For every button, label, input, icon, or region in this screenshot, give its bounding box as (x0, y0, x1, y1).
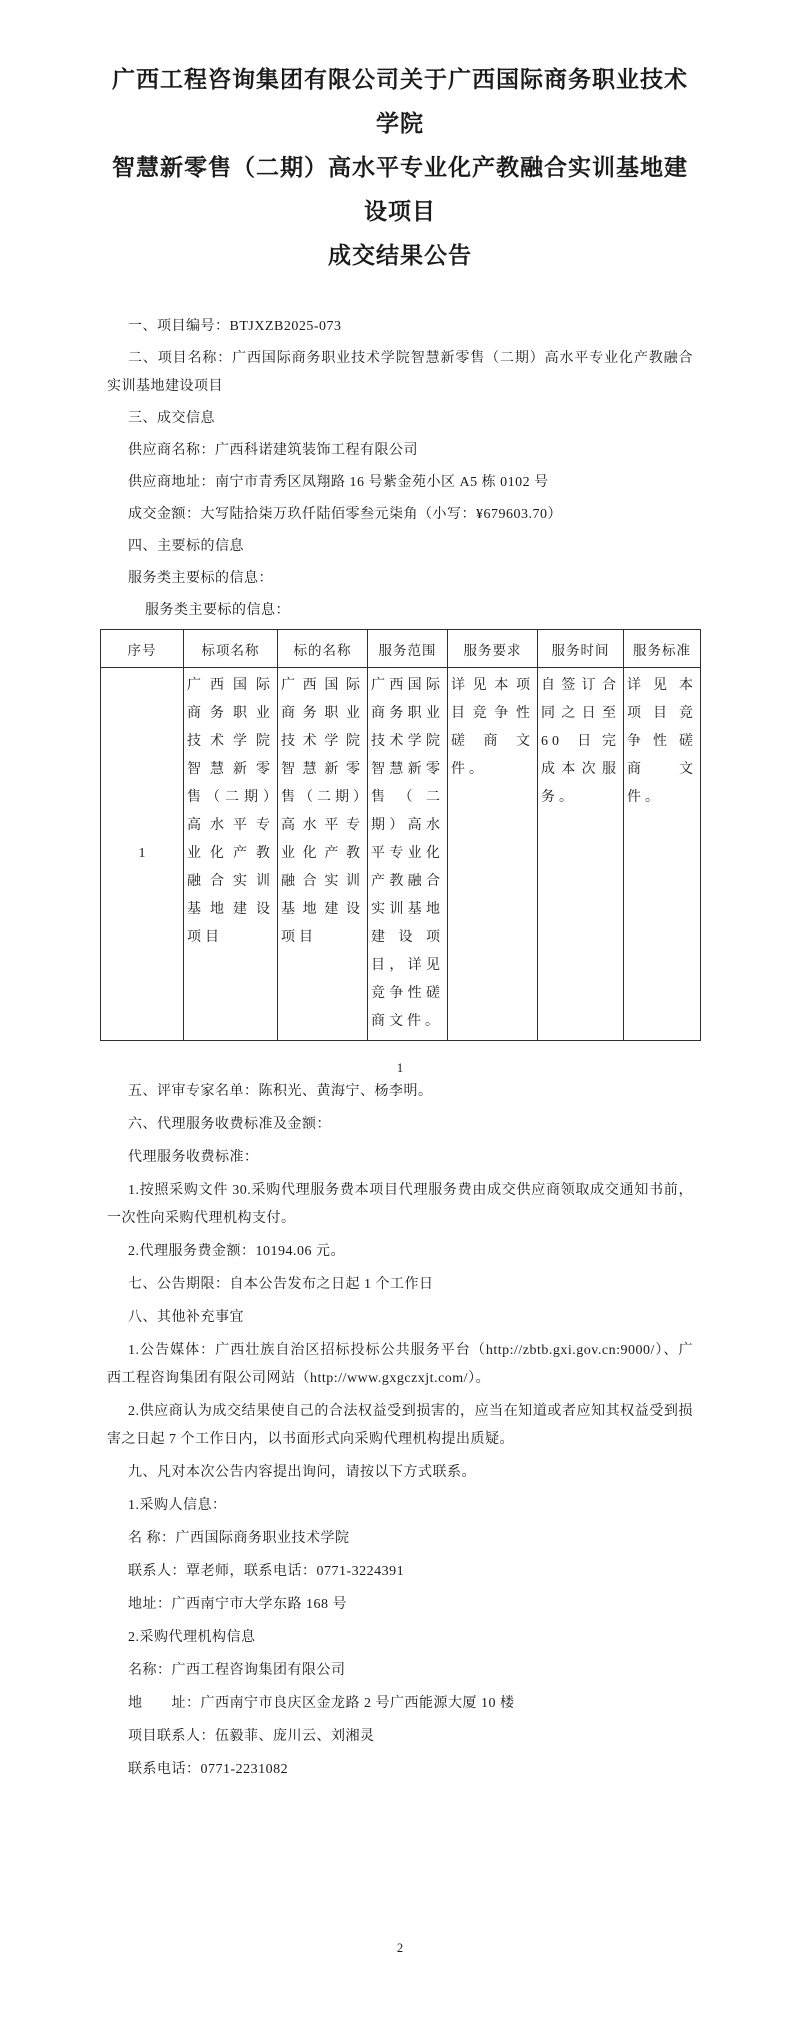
agency-contacts-line: 项目联系人：伍毅菲、庞川云、刘湘灵 (128, 1729, 375, 1744)
cell-seq: 1 (101, 668, 184, 1041)
award-amount-line: 成交金额：大写陆拾柒万玖仟陆佰零叁元柒角（小写：¥679603.70） (128, 507, 562, 522)
header-service-time: 服务时间 (538, 630, 624, 668)
document-content (107, 0, 697, 1784)
page-number-1: 1 (396, 1061, 404, 1075)
header-subject-name: 标的名称 (278, 630, 368, 668)
announcement-period-line: 七、公告期限：自本公告发布之日起 1 个工作日 (128, 1277, 434, 1292)
agency-fee-standard-detail: 1.按照采购文件 30.采购代理服务费本项目代理服务费由成交供应商领取成交通知书前，一次性向采购代理机构支付。 (107, 1183, 693, 1226)
award-info-heading: 三、成交信息 (128, 411, 215, 426)
supplier-address-line: 供应商地址：南宁市青秀区凤翔路 16 号紫金苑小区 A5 栋 0102 号 (128, 475, 549, 490)
agency-phone-line: 联系电话：0771-2231082 (128, 1762, 289, 1777)
title-line-3: 成交结果公告 (328, 243, 472, 268)
main-subject-heading: 四、主要标的信息 (128, 539, 244, 554)
page-number-2: 2 (396, 1941, 404, 1955)
header-service-scope: 服务范围 (368, 630, 448, 668)
other-matters-heading: 八、其他补充事宜 (128, 1310, 244, 1325)
header-seq: 序号 (101, 630, 184, 668)
cell-service-scope: 广西国际商务职业技术学院智慧新零售（二期）高水平专业化产教融合实训基地建设项目，详见竞争性磋商文件。 (368, 668, 448, 1041)
agency-name-line: 名称：广西工程咨询集团有限公司 (128, 1663, 346, 1678)
agency-fee-standard-label: 代理服务收费标准： (128, 1150, 259, 1165)
expert-list-line: 五、评审专家名单：陈积光、黄海宁、杨李明。 (128, 1084, 433, 1099)
header-service-requirement: 服务要求 (448, 630, 538, 668)
table-header-row (101, 630, 701, 668)
announcement-media-line: 1.公告媒体：广西壮族自治区招标投标公共服务平台（http://zbtb.gxi.gov.cn:9000/）、广西工程咨询集团有限公司网站（http://www.gxgczxjt.com/）。 (107, 1343, 693, 1386)
purchaser-name-line: 名 称：广西国际商务职业技术学院 (128, 1531, 350, 1546)
agency-fee-amount-line: 2.代理服务费金额：10194.06 元。 (128, 1244, 345, 1259)
service-subject-label-2: 服务类主要标的信息： (145, 603, 290, 618)
cell-service-requirement: 详见本项目竞争性磋商文件。 (448, 668, 538, 1041)
supplier-objection-line: 2.供应商认为成交结果使自己的合法权益受到损害的，应当在知道或者应知其权益受到损害之日起 7 个工作日内，以书面形式向采购代理机构提出质疑。 (107, 1404, 693, 1447)
agency-fee-heading: 六、代理服务收费标准及金额： (128, 1117, 331, 1132)
main-subject-table (100, 629, 701, 1041)
title-line-1: 广西工程咨询集团有限公司关于广西国际商务职业技术学院 (112, 67, 688, 136)
title-line-2: 智慧新零售（二期）高水平专业化产教融合实训基地建设项目 (112, 155, 688, 224)
contact-section-heading: 九、凡对本次公告内容提出询问，请按以下方式联系。 (128, 1465, 476, 1480)
cell-service-time: 自签订合同之日至 60 日完成本次服务。 (538, 668, 624, 1041)
document-title (107, 0, 693, 278)
project-name-line: 二、项目名称：广西国际商务职业技术学院智慧新零售（二期）高水平专业化产教融合实训基地建设项目 (107, 351, 693, 394)
service-subject-label: 服务类主要标的信息： (128, 571, 273, 586)
supplier-name-line: 供应商名称：广西科诺建筑装饰工程有限公司 (128, 443, 418, 458)
purchaser-contact-line: 联系人：覃老师，联系电话：0771-3224391 (128, 1564, 405, 1579)
cell-subject-name: 广西国际商务职业技术学院智慧新零售（二期）高水平专业化产教融合实训基地建设项目 (278, 668, 368, 1041)
cell-item-name: 广西国际商务职业技术学院智慧新零售（二期）高水平专业化产教融合实训基地建设项目 (184, 668, 278, 1041)
agency-info-label: 2.采购代理机构信息 (128, 1630, 256, 1645)
purchaser-info-label: 1.采购人信息： (128, 1498, 227, 1513)
header-service-standard: 服务标准 (624, 630, 701, 668)
header-item-name: 标项名称 (184, 630, 278, 668)
cell-service-standard: 详见本项目竞争性磋商文件。 (624, 668, 701, 1041)
purchaser-address-line: 地址：广西南宁市大学东路 168 号 (128, 1597, 347, 1612)
project-number-line: 一、项目编号：BTJXZB2025-073 (128, 319, 342, 334)
table-row (101, 668, 701, 1041)
agency-address-line: 地 址：广西南宁市良庆区金龙路 2 号广西能源大厦 10 楼 (128, 1696, 515, 1711)
